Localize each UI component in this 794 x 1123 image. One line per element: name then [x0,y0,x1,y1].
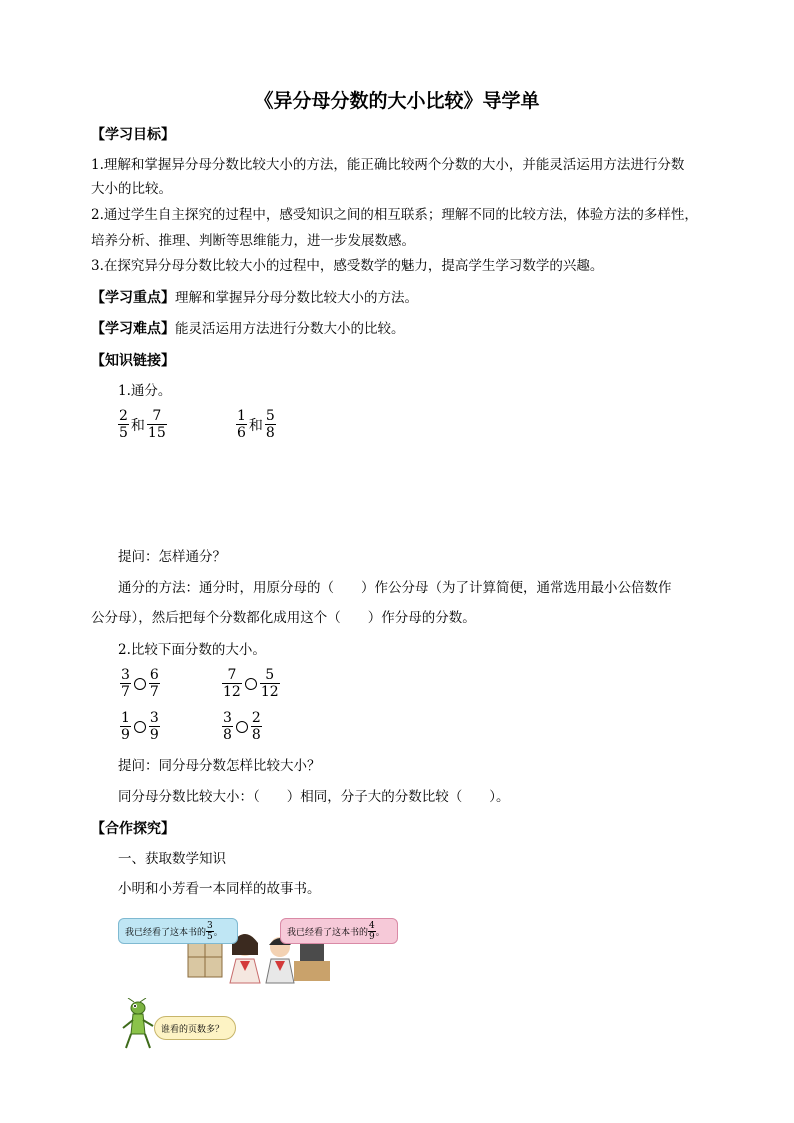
knowledge-header: 【知识链接】 [91,353,175,369]
speech-bubble-question: 谁看的页数多？ [154,1016,236,1040]
difficulty [91,316,405,342]
method-line-2: 公分母），然后把每个分数都化成用这个（ ）作分母的分数。 [91,610,476,626]
compare-3: $\frac{1}{9}$ $\frac{3}{9}$ [121,710,159,743]
speech-bubble-right: 我已经看了这本书的 $\frac{4}{9}$ 。 [280,918,398,944]
objective-line-2: 大小的比较。 [91,181,172,197]
explore-header: 【合作探究】 [91,821,175,837]
method-line-1: 通分的方法：通分时，用原分母的（ ）作公分母（为了计算简便，通常选用最小公倍数作 [118,580,672,596]
difficulty-text: 能灵活运用方法进行分数大小的比较。 [175,321,405,337]
grasshopper-mascot [118,998,158,1050]
prompt-2: 提问：同分母分数怎样比较大小？ [118,758,321,774]
fraction: $\frac{5}{8}$ [265,408,275,441]
grasshopper-icon [118,998,158,1050]
prompt-1: 提问：怎样通分？ [118,549,226,565]
compare-4: $\frac{3}{8}$ $\frac{2}{8}$ [223,710,261,743]
question-1: 1.通分。 [118,383,172,399]
fraction: $\frac{7}{15}$ [147,408,166,441]
page-title: 《异分母分数的大小比较》导学单 [254,90,540,112]
compare-2: $\frac{7}{12}$ $\frac{5}{12}$ [223,667,279,700]
objective-line-3: 2.通过学生自主探究的过程中，感受知识之间的相互联系；理解不同的比较方法，体验方法的多样性， [91,207,698,223]
fraction-pair-2: $\frac{1}{6}$ 和 $\frac{5}{8}$ [237,408,275,441]
difficulty-header: 【学习难点】 [91,321,175,337]
fraction: $\frac{1}{6}$ [237,408,246,441]
key-point-text: 理解和掌握异分母分数比较大小的方法。 [175,290,418,306]
compare-circle [245,678,257,690]
speech-bubble-left: 我已经看了这本书的 $\frac{3}{5}$ 。 [118,918,238,944]
objective-line-4: 培养分析、推理、判断等思维能力，进一步发展数感。 [91,233,415,249]
key-point [91,285,418,311]
key-point-header: 【学习重点】 [91,290,175,306]
question-2: 2.比较下面分数的大小。 [118,642,266,658]
explore-intro: 小明和小芳看一本同样的故事书。 [118,881,321,897]
fraction: $\frac{2}{5}$ [119,408,128,441]
objective-line-5: 3.在探究异分母分数比较大小的过程中，感受数学的魅力，提高学生学习数学的兴趣。 [91,258,604,274]
explore-section: 一、获取数学知识 [118,851,226,867]
compare-circle [134,678,146,690]
objectives-header: 【学习目标】 [91,127,175,143]
comparison-rule: 同分母分数比较大小：（ ）相同，分子大的分数比较（ ）。 [118,789,510,805]
fraction-pair-1: $\frac{2}{5}$ 和 $\frac{7}{15}$ [119,408,166,441]
compare-1: $\frac{3}{7}$ $\frac{6}{7}$ [121,667,159,700]
compare-circle [236,721,248,733]
objective-line-1: 1.理解和掌握异分母分数比较大小的方法，能正确比较两个分数的大小，并能灵活运用方法进行分数 [91,157,685,173]
compare-circle [134,721,146,733]
